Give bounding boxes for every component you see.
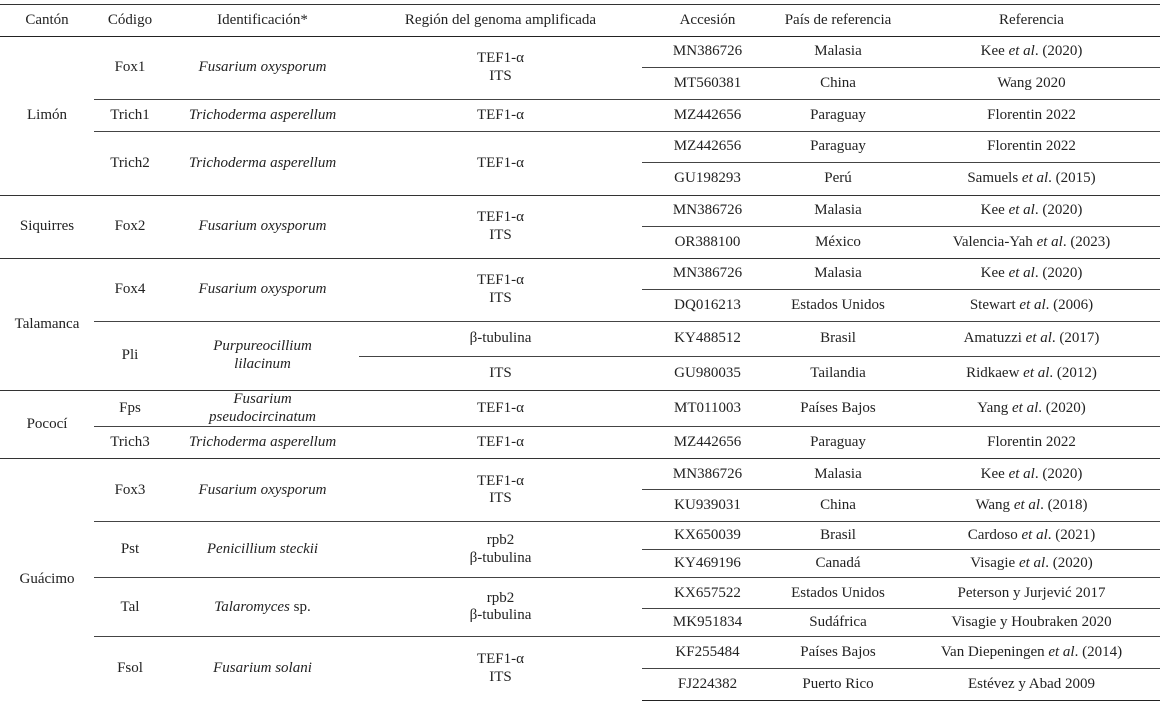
identificacion-cell	[166, 578, 359, 637]
region-cell: TEF1-α ITS	[359, 196, 642, 259]
ref-author: Florentin 2022	[987, 434, 1076, 451]
region-cell: TEF1-α ITS	[359, 459, 642, 522]
ref-etal: et al	[1008, 43, 1035, 60]
species-name: Penicillium steckii	[206, 541, 319, 558]
ref-year: . (2020)	[1034, 43, 1083, 60]
table-row	[0, 132, 1160, 163]
pais-cell: Canadá	[773, 550, 903, 578]
ref-author: Kee	[980, 43, 1009, 60]
ref-year: . (2021)	[1047, 527, 1096, 544]
identificacion-cell	[166, 196, 359, 259]
ref-author: Kee	[980, 465, 1009, 482]
identificacion-cell	[166, 459, 359, 522]
accesion-cell: KX650039	[642, 522, 773, 550]
table-row	[0, 427, 1160, 459]
identificacion-cell	[166, 100, 359, 132]
table-row	[0, 637, 1160, 669]
accesion-cell: MZ442656	[642, 100, 773, 132]
table-row	[0, 196, 1160, 227]
ref-author: Florentin 2022	[987, 138, 1076, 155]
ref-author: Cardoso	[967, 527, 1022, 544]
accesion-cell: KF255484	[642, 637, 773, 669]
ref-author: Yang	[977, 399, 1012, 416]
ref-author: Amatuzzi	[963, 330, 1026, 347]
ref-etal: et al	[1023, 364, 1050, 381]
canton-cell: Talamanca	[0, 259, 94, 391]
referencia-cell	[903, 290, 1160, 322]
pais-cell: Paraguay	[773, 427, 903, 459]
ref-year: . (2020)	[1038, 399, 1086, 416]
header-pais: País de referencia	[773, 5, 903, 37]
accesion-cell: MN386726	[642, 259, 773, 290]
codigo-cell: Trich3	[94, 427, 166, 459]
codigo-cell: Fsol	[94, 637, 166, 701]
accesion-cell: GU198293	[642, 163, 773, 196]
ref-etal: et al	[1008, 465, 1035, 482]
species-name: Fusarium oxysporum	[198, 59, 327, 76]
ref-year: . (2006)	[1045, 296, 1094, 313]
accesion-cell: OR388100	[642, 227, 773, 259]
identificacion-cell	[166, 322, 359, 391]
identificacion-cell	[166, 391, 359, 427]
species-name: Fusarium pseudocircinatum	[209, 391, 316, 425]
referencia-cell	[903, 427, 1160, 459]
referencia-cell	[903, 669, 1160, 701]
species-suffix: sp.	[289, 598, 311, 615]
pais-cell: Países Bajos	[773, 391, 903, 427]
species-name: Purpureocillium lilacinum	[213, 338, 312, 372]
referencia-cell	[903, 100, 1160, 132]
codigo-cell: Fps	[94, 391, 166, 427]
ref-year: . (2020)	[1045, 555, 1093, 572]
region-cell: rpb2 β-tubulina	[359, 578, 642, 637]
species-name: Fusarium oxysporum	[198, 218, 327, 235]
referencia-cell	[903, 522, 1160, 550]
ref-etal: et al	[1008, 265, 1035, 282]
referencia-cell	[903, 68, 1160, 100]
accesion-cell: MN386726	[642, 459, 773, 490]
codigo-cell: Trich1	[94, 100, 166, 132]
pais-cell: Países Bajos	[773, 637, 903, 669]
pais-cell: Brasil	[773, 322, 903, 357]
species-name: Fusarium solani	[213, 660, 312, 677]
codigo-cell: Tal	[94, 578, 166, 637]
ref-author: Visagie y Houbraken 2020	[951, 614, 1112, 631]
pais-cell: China	[773, 490, 903, 522]
referencia-cell	[903, 322, 1160, 357]
codigo-cell: Fox1	[94, 37, 166, 100]
canton-cell: Guácimo	[0, 459, 94, 701]
referencia-cell	[903, 357, 1160, 391]
table-row	[0, 322, 1160, 357]
accesion-cell: GU980035	[642, 357, 773, 391]
referencia-cell	[903, 391, 1160, 427]
ref-author: Ridkaew	[966, 364, 1024, 381]
ref-year: . (2017)	[1051, 330, 1100, 347]
codigo-cell: Pst	[94, 522, 166, 578]
header-codigo: Código	[94, 5, 166, 37]
accesion-cell: MN386726	[642, 37, 773, 68]
ref-author: Wang	[975, 497, 1014, 514]
pais-cell: Paraguay	[773, 100, 903, 132]
ref-year: . (2015)	[1048, 170, 1096, 187]
region-cell: TEF1-α	[359, 391, 642, 427]
identificacion-cell	[166, 637, 359, 701]
pais-cell: Estados Unidos	[773, 578, 903, 609]
species-name: Fusarium oxysporum	[198, 481, 327, 498]
identificacion-cell	[166, 132, 359, 196]
table-row	[0, 37, 1160, 68]
ref-etal: et al	[1018, 555, 1046, 572]
ref-etal: et al	[1021, 170, 1049, 187]
region-cell: TEF1-α	[359, 100, 642, 132]
accesion-cell: MT011003	[642, 391, 773, 427]
ref-year: . (2020)	[1034, 202, 1083, 219]
species-name: Trichoderma asperellum	[188, 106, 337, 123]
codigo-cell: Trich2	[94, 132, 166, 196]
accesion-cell: FJ224382	[642, 669, 773, 701]
accesion-cell: KU939031	[642, 490, 773, 522]
pais-cell: México	[773, 227, 903, 259]
pais-cell: Puerto Rico	[773, 669, 903, 701]
species-name: Trichoderma asperellum	[188, 434, 337, 451]
accesion-cell: KY469196	[642, 550, 773, 578]
species-name: Talaromyces	[214, 598, 290, 615]
accesion-cell: DQ016213	[642, 290, 773, 322]
ref-year: . (2012)	[1049, 364, 1097, 381]
species-identification-table	[0, 4, 1160, 701]
pais-cell: China	[773, 68, 903, 100]
referencia-cell	[903, 459, 1160, 490]
codigo-cell: Fox3	[94, 459, 166, 522]
header-row	[0, 5, 1160, 37]
region-cell: β-tubulina	[359, 322, 642, 357]
ref-author: Estévez y Abad 2009	[967, 676, 1096, 693]
referencia-cell	[903, 609, 1160, 637]
species-name: Fusarium oxysporum	[198, 281, 327, 298]
identificacion-cell	[166, 37, 359, 100]
referencia-cell	[903, 637, 1160, 669]
canton-cell: Siquirres	[0, 196, 94, 259]
ref-author: Visagie	[970, 555, 1019, 572]
pais-cell: Malasia	[773, 459, 903, 490]
region-cell: TEF1-α ITS	[359, 259, 642, 322]
table-row	[0, 100, 1160, 132]
accesion-cell: KX657522	[642, 578, 773, 609]
ref-etal: et al	[1021, 527, 1048, 544]
ref-author: Florentin 2022	[987, 106, 1076, 123]
accesion-cell: MN386726	[642, 196, 773, 227]
pais-cell: Malasia	[773, 259, 903, 290]
canton-cell: Pococí	[0, 391, 94, 459]
referencia-cell	[903, 227, 1160, 259]
ref-year: . (2018)	[1040, 497, 1088, 514]
ref-author: Stewart	[969, 296, 1020, 313]
pais-cell: Perú	[773, 163, 903, 196]
referencia-cell	[903, 37, 1160, 68]
region-cell: TEF1-α	[359, 132, 642, 196]
ref-etal: et al	[1025, 330, 1052, 347]
referencia-cell	[903, 578, 1160, 609]
header-referencia: Referencia	[903, 5, 1160, 37]
species-name: Trichoderma asperellum	[188, 154, 337, 171]
codigo-cell: Pli	[94, 322, 166, 391]
accesion-cell: KY488512	[642, 322, 773, 357]
header-region: Región del genoma amplificada	[359, 5, 642, 37]
region-cell: TEF1-α	[359, 427, 642, 459]
accesion-cell: MZ442656	[642, 427, 773, 459]
ref-etal: et al	[1019, 296, 1046, 313]
ref-year: . (2020)	[1034, 465, 1083, 482]
header-identificacion: Identificación*	[166, 5, 359, 37]
pais-cell: Sudáfrica	[773, 609, 903, 637]
ref-author: Valencia-Yah	[952, 233, 1037, 250]
ref-year: . (2014)	[1074, 644, 1123, 661]
pais-cell: Malasia	[773, 37, 903, 68]
ref-author: Peterson y Jurjević 2017	[957, 584, 1106, 601]
ref-etal: et al	[1036, 233, 1063, 250]
table-body	[0, 37, 1160, 701]
ref-author: Wang 2020	[997, 74, 1066, 91]
ref-author: Kee	[980, 202, 1009, 219]
identificacion-cell	[166, 259, 359, 322]
table-row	[0, 259, 1160, 290]
codigo-cell: Fox4	[94, 259, 166, 322]
ref-author: Van Diepeningen	[940, 644, 1049, 661]
referencia-cell	[903, 196, 1160, 227]
canton-cell: Limón	[0, 37, 94, 196]
table-row	[0, 578, 1160, 609]
ref-year: . (2023)	[1062, 233, 1111, 250]
pais-cell: Estados Unidos	[773, 290, 903, 322]
ref-author: Kee	[980, 265, 1009, 282]
region-cell: TEF1-α ITS	[359, 637, 642, 701]
codigo-cell: Fox2	[94, 196, 166, 259]
referencia-cell	[903, 132, 1160, 163]
table-row	[0, 459, 1160, 490]
referencia-cell	[903, 490, 1160, 522]
accesion-cell: MZ442656	[642, 132, 773, 163]
pais-cell: Malasia	[773, 196, 903, 227]
ref-etal: et al	[1008, 202, 1035, 219]
pais-cell: Paraguay	[773, 132, 903, 163]
accesion-cell: MK951834	[642, 609, 773, 637]
region-cell: rpb2 β-tubulina	[359, 522, 642, 578]
ref-year: . (2020)	[1034, 265, 1083, 282]
ref-etal: et al	[1012, 399, 1039, 416]
header-accesion: Accesión	[642, 5, 773, 37]
ref-author: Samuels	[967, 170, 1022, 187]
ref-etal: et al	[1013, 497, 1041, 514]
accesion-cell: MT560381	[642, 68, 773, 100]
table-row	[0, 522, 1160, 550]
pais-cell: Tailandia	[773, 357, 903, 391]
region-cell: ITS	[359, 357, 642, 391]
ref-etal: et al	[1048, 644, 1075, 661]
referencia-cell	[903, 550, 1160, 578]
header-canton: Cantón	[0, 5, 94, 37]
pais-cell: Brasil	[773, 522, 903, 550]
referencia-cell	[903, 163, 1160, 196]
table-row	[0, 391, 1160, 427]
identificacion-cell	[166, 522, 359, 578]
region-cell: TEF1-α ITS	[359, 37, 642, 100]
identificacion-cell	[166, 427, 359, 459]
referencia-cell	[903, 259, 1160, 290]
